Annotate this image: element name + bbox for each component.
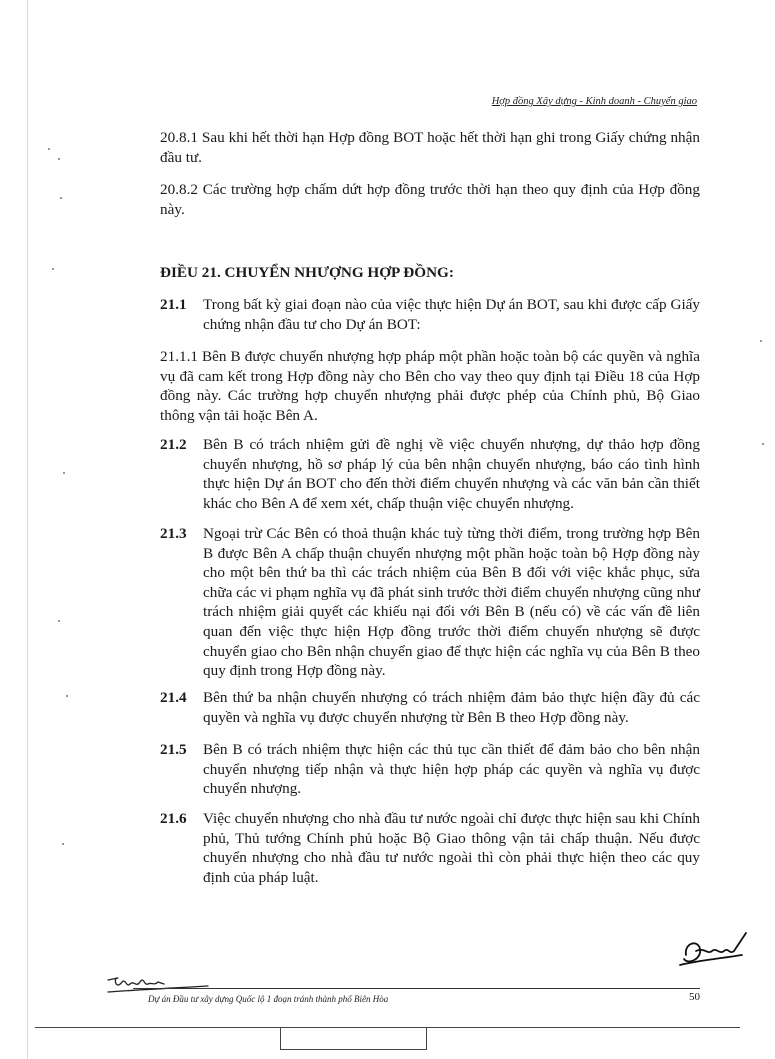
clause-text: Bên thứ ba nhận chuyển nhượng có trách nhiệm đảm bảo thực hiện đầy đủ các quyền và nghĩa vụ được chuyển nhượng từ Bên B theo Hợp đồng này. <box>203 689 700 726</box>
page-edge <box>27 0 28 1059</box>
clause-number: 21.6 <box>160 810 187 827</box>
paragraph-21-1-1: 21.1.1 Bên B được chuyển nhượng hợp pháp một phần hoặc toàn bộ các quyền và nghĩa vụ đã cam kết trong Hợp đồng này cho Bên cho vay theo quy định tại Điều 18 của Hợp đồng này. Các trường hợp chuyển nhượng phải được phép của Chính phủ, Bộ Giao thông vận tải hoặc Bên A. <box>160 348 700 424</box>
paragraph-20-8-2: 20.8.2 Các trường hợp chấm dứt hợp đồng trước thời hạn theo quy định của Hợp đồng này. <box>160 181 700 218</box>
article-21-heading: ĐIỀU 21. CHUYỂN NHƯỢNG HỢP ĐỒNG: <box>160 264 454 281</box>
clause-text: Bên B có trách nhiệm thực hiện các thủ tục cần thiết để đảm bảo cho bên nhận chuyển nhượng tiếp nhận và thực hiện hợp pháp các quyền và nghĩa vụ được chuyển nhượng. <box>203 741 700 798</box>
clause-text: Trong bất kỳ giai đoạn nào của việc thực hiện Dự án BOT, sau khi được cấp Giấy chứng nhận đầu tư cho Dự án BOT: <box>203 296 700 333</box>
page-number: 50 <box>689 991 700 1003</box>
running-header: Hợp đồng Xây dựng - Kinh doanh - Chuyển giao <box>491 96 697 107</box>
clause-21-4 <box>160 688 700 727</box>
footer-rule <box>133 988 700 989</box>
clause-number: 21.5 <box>160 741 187 758</box>
footer-project-name: Dự án Đầu tư xây dựng Quốc lộ 1 đoạn tránh thành phố Biên Hòa <box>148 994 389 1004</box>
clause-text: Việc chuyển nhượng cho nhà đầu tư nước ngoài chỉ được thực hiện sau khi Chính phủ, Thủ tướng Chính phủ hoặc Bộ Giao thông vận tải chấp thuận. Nếu được chuyển nhượng cho nhà đầu tư nước ngoài thì còn phải thực hiện theo các quy định của pháp luật. <box>203 810 700 886</box>
signature-right <box>676 925 756 975</box>
clause-21-2 <box>160 435 700 513</box>
clause-21-1 <box>160 295 700 334</box>
clause-number: 21.4 <box>160 689 187 706</box>
clause-number: 21.2 <box>160 436 187 453</box>
clause-number: 21.3 <box>160 525 187 542</box>
clause-text: Bên B có trách nhiệm gửi đề nghị về việc chuyển nhượng, dự thảo hợp đồng chuyển nhượng, hồ sơ pháp lý của bên nhận chuyển nhượng, báo cáo tình hình thực hiện Dự án BOT cho đến thời điểm chuyển nhượng và các văn bản cần thiết khác cho Bên A để xem xét, chấp thuận việc chuyển nhượng. <box>203 436 700 512</box>
clause-text: Ngoại trừ Các Bên có thoả thuận khác tuỳ từng thời điểm, trong trường hợp Bên B được Bên A chấp thuận chuyển nhượng một phần hoặc toàn bộ Hợp đồng này cho một bên thứ ba thì các trách nhiệm của Bên B đối với việc khắc phục, sửa chữa các vi phạm nghĩa vụ đã phát sinh trước thời điểm chuyển nhượng cũng như trách nhiệm giải quyết các khiếu nại đối với Bên B (nếu có) về các vấn đề liên quan đến việc thực hiện Hợp đồng trước thời điểm chuyển nhượng sẽ được chuyển giao cho Bên nhận chuyển giao để thực hiện các nghĩa vụ của Bên B theo quy định trong Hợp đồng này. <box>203 525 700 680</box>
clause-21-6 <box>160 809 700 887</box>
bottom-box <box>280 1027 427 1050</box>
paragraph-20-8-1: 20.8.1 Sau khi hết thời hạn Hợp đồng BOT hoặc hết thời hạn ghi trong Giấy chứng nhận đầu tư. <box>160 129 700 166</box>
clause-21-3 <box>160 524 700 681</box>
clause-number: 21.1 <box>160 296 187 313</box>
clause-21-5 <box>160 740 700 799</box>
